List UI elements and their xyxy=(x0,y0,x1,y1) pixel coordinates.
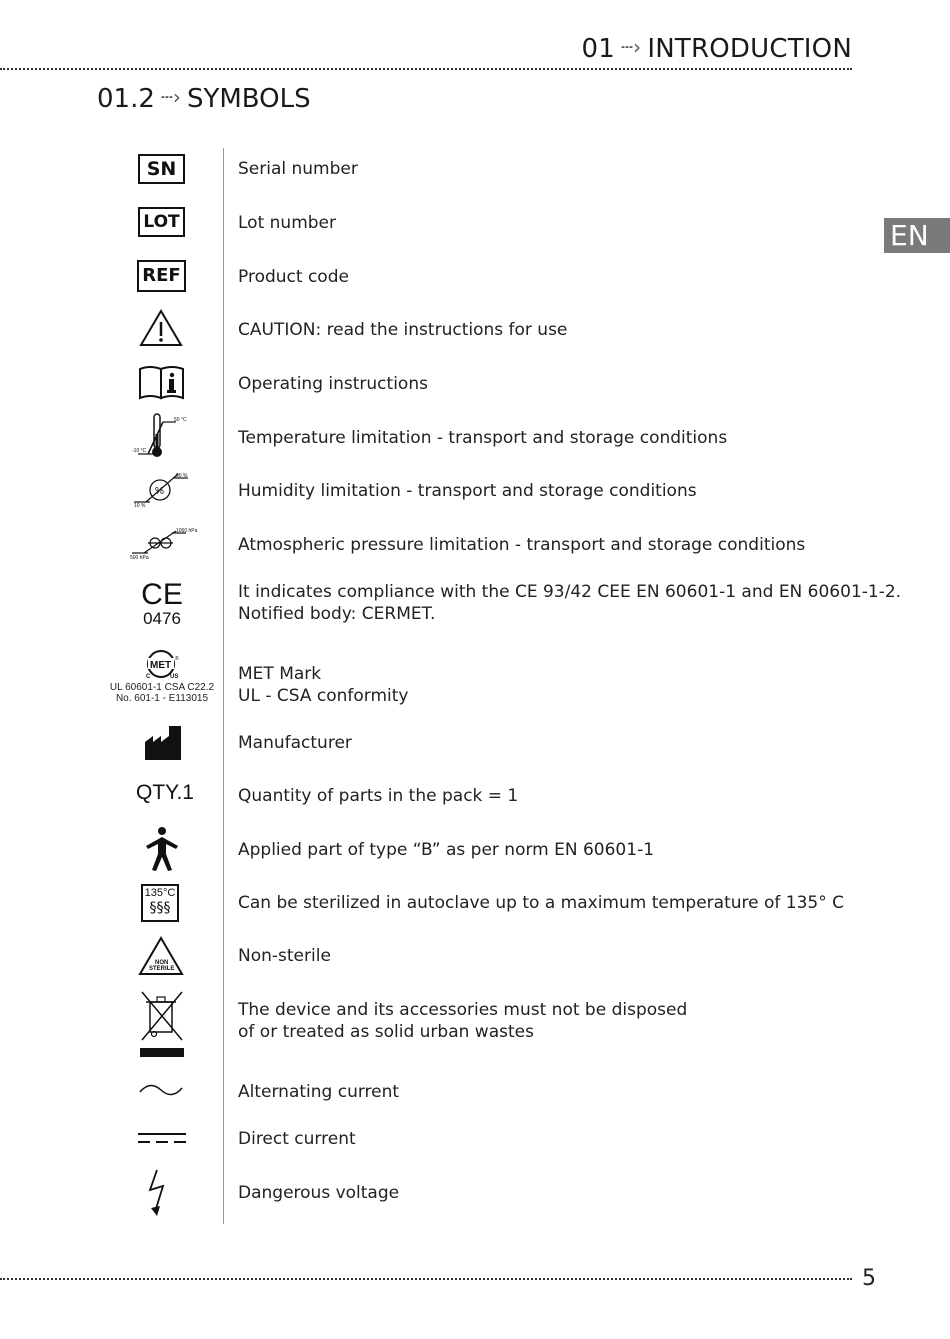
temperature-limit-icon xyxy=(130,410,190,460)
language-tab: EN xyxy=(884,218,950,253)
svg-text:MET: MET xyxy=(150,660,172,671)
chapter-header xyxy=(581,34,852,64)
steam-icon: §§§ xyxy=(149,900,171,916)
header-divider xyxy=(0,68,852,70)
humidity-limit-icon xyxy=(130,468,196,510)
section-number: 01.2 xyxy=(97,84,155,114)
column-divider xyxy=(223,148,224,1224)
symbol-description: It indicates compliance with the CE 93/42 CEE EN 60601-1 and EN 60601-1-2. Notified body: CERMET. xyxy=(238,582,902,624)
temperature-min-label: -10 °C xyxy=(132,448,147,454)
weee-bin-icon xyxy=(138,990,186,1060)
chapter-number: 01 xyxy=(581,34,615,64)
symbol-description: Can be sterilized in autoclave up to a maximum temperature of 135° C xyxy=(238,893,844,913)
met-mark-icon xyxy=(108,648,216,704)
humidity-max-label: 90 % xyxy=(176,473,188,479)
dangerous-voltage-icon xyxy=(146,1168,172,1218)
autoclave-temperature: 135°C xyxy=(144,887,176,899)
direct-current-icon xyxy=(136,1131,188,1145)
lot-number-icon: LOT xyxy=(138,207,185,237)
non-sterile-text-1: NON xyxy=(155,960,169,966)
notified-body-number: 0476 xyxy=(143,609,181,628)
type-b-applied-part-icon xyxy=(142,826,182,872)
symbol-description: Direct current xyxy=(238,1129,356,1149)
symbol-description: Alternating current xyxy=(238,1082,400,1102)
symbol-description: Lot number xyxy=(238,213,336,233)
manufacturer-icon xyxy=(143,724,183,762)
page-number: 5 xyxy=(862,1266,876,1291)
alternating-current-icon xyxy=(138,1080,184,1100)
symbol-description: Operating instructions xyxy=(238,374,428,394)
reference-icon: REF xyxy=(137,260,186,292)
ce-mark-icon: CE 0476 xyxy=(138,580,186,628)
symbol-description: Temperature limitation - transport and storage conditions xyxy=(238,428,728,448)
met-mark-text: UL 60601-1 CSA C22.2 No. 601-1 - E113015 xyxy=(109,682,215,704)
svg-text:®: ® xyxy=(175,656,179,662)
svg-text:C: C xyxy=(146,674,151,680)
section-title xyxy=(97,84,311,114)
humidity-min-label: 10 % xyxy=(134,503,146,509)
symbol-description: CAUTION: read the instructions for use xyxy=(238,320,568,340)
non-sterile-icon xyxy=(138,936,184,976)
symbol-description: Non-sterile xyxy=(238,946,331,966)
dotted-arrow-icon: ┄› xyxy=(160,85,181,109)
pressure-max-label: 1060 hPa xyxy=(176,528,198,534)
pressure-min-label: 500 hPa xyxy=(130,555,149,561)
symbol-description: Manufacturer xyxy=(238,733,352,753)
dotted-arrow-icon: ┄› xyxy=(620,35,642,59)
instructions-icon xyxy=(138,364,186,400)
symbol-description: The device and its accessories must not be disposed of or treated as solid urban wastes xyxy=(238,1000,688,1042)
autoclave-icon xyxy=(141,884,179,922)
symbol-description: Humidity limitation - transport and storage conditions xyxy=(238,481,697,501)
chapter-title: INTRODUCTION xyxy=(647,34,852,64)
footer-divider xyxy=(0,1278,852,1280)
symbol-description: Serial number xyxy=(238,159,358,179)
symbol-description: Product code xyxy=(238,267,349,287)
quantity-icon: QTY.1 xyxy=(136,781,194,804)
symbol-description: Quantity of parts in the pack = 1 xyxy=(238,786,519,806)
serial-number-icon: SN xyxy=(138,154,185,184)
symbol-description: Dangerous voltage xyxy=(238,1183,400,1203)
temperature-max-label: 50 °C xyxy=(174,417,187,423)
pressure-limit-icon xyxy=(128,523,202,563)
met-logo-icon xyxy=(142,648,182,682)
non-sterile-text-2: STERILE xyxy=(149,966,175,972)
svg-text:US: US xyxy=(170,674,179,680)
symbol-description: Applied part of type “B” as per norm EN 60601-1 xyxy=(238,840,655,860)
symbol-description: MET Mark UL - CSA conformity xyxy=(238,664,409,706)
symbol-description: Atmospheric pressure limitation - transport and storage conditions xyxy=(238,535,806,555)
section-name: SYMBOLS xyxy=(186,84,311,114)
svg-text:%: % xyxy=(155,486,164,497)
caution-icon xyxy=(139,309,183,347)
